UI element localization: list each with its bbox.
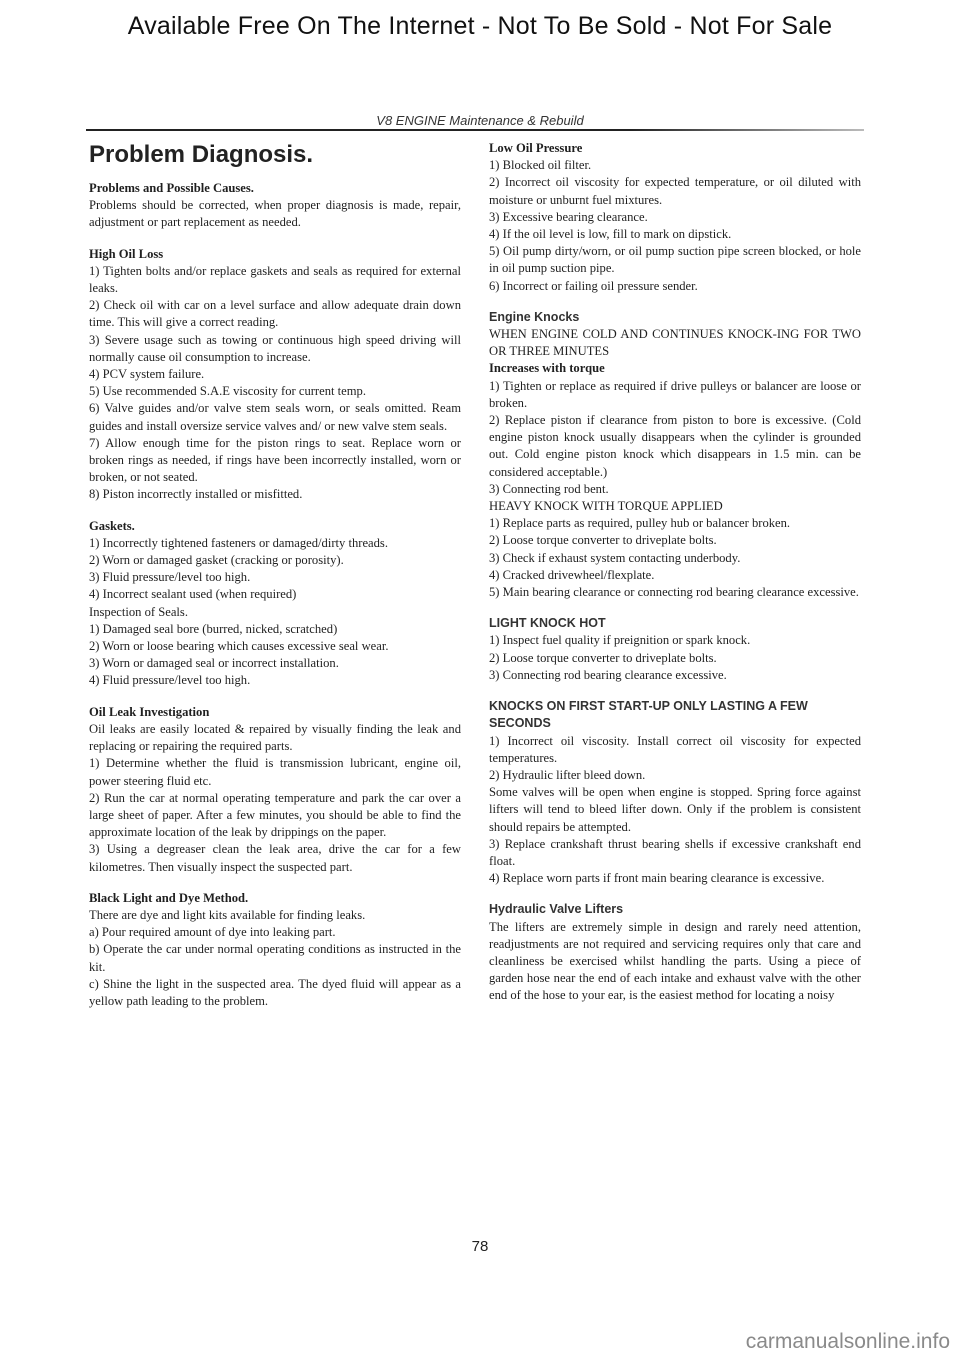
list-item: 3) Connecting rod bent. [489,481,609,496]
list-item: 4) PCV system failure. [89,367,205,382]
list-item: 6) Incorrect or failing oil pressure sender. [489,278,698,293]
list-item: Some valves will be open when engine is stopped. Spring force against lifters will tend to bleed lifter down. Only if the problem is consistent should repairs be attempted. [489,785,861,834]
list-item: 1) Blocked oil filter. [489,158,592,173]
running-head: V8 ENGINE Maintenance & Rebuild [376,113,584,128]
list-item: 6) Valve guides and/or valve stem seals worn, or seals omitted. Ream guides and install oversize service valves and/ or new valve stem seals. [89,401,461,433]
section-heading: Oil Leak Investigation [89,704,210,719]
section-heading: Black Light and Dye Method. [89,890,249,905]
right-column [489,140,861,1019]
list-item: 3) Replace crankshaft thrust bearing shells if excessive crankshaft end float. [489,836,861,868]
section-light-knock-hot [489,615,861,684]
section-knocks-first-startup [489,698,861,887]
list-item: 3) Excessive bearing clearance. [489,209,648,224]
list-item: 4) Replace worn parts if front main bearing clearance is excessive. [489,871,825,886]
list-item: 1) Determine whether the fluid is transmission lubricant, engine oil, power steering fluid etc. [89,756,461,788]
page-number: 78 [471,1238,489,1255]
list-item: 4) Incorrect sealant used (when required) [89,587,297,602]
left-column [89,140,461,1024]
list-item: 1) Damaged seal bore (burred, nicked, scratched) [89,621,338,636]
section-heading: KNOCKS ON FIRST START-UP ONLY LASTING A FEW SECONDS [489,699,808,731]
page-title: Problem Diagnosis. [89,141,314,168]
list-item: 7) Allow enough time for the piston rings to seat. Replace worn or broken rings as needed, if rings have been incorrectly installed, worn or broken, or not seated. [89,435,461,485]
header-rule [86,129,864,131]
list-item: 4) Cracked drivewheel/flexplate. [489,567,655,582]
list-item: b) Operate the car under normal operating conditions as instructed in the kit. [89,942,461,974]
list-item: 3) Severe usage such as towing or continuous high speed driving will normally cause oil consumption to increase. [89,332,461,364]
paragraph: The lifters are extremely simple in design and rarely need attention, readjustments are not required and servicing requires only that care and cleanliness be exercised whilst handling the parts. Using a piece of garden hose near the end of each intake and exhaust valve with the other end of the hose to your ear, is the easiest method for locating a noisy [489,919,861,1003]
list-item: 4) Fluid pressure/level too high. [89,673,251,688]
list-item: 2) Worn or loose bearing which causes excessive seal wear. [89,639,389,654]
list-item: 5) Use recommended S.A.E viscosity for current temp. [89,384,366,399]
list-item: WHEN ENGINE COLD AND CONTINUES KNOCK-ING FOR TWO OR THREE MINUTES [489,327,861,359]
section-problems-causes [89,180,461,232]
list-item: 1) Incorrectly tightened fasteners or damaged/dirty threads. [89,535,388,550]
section-heading: Low Oil Pressure [489,141,583,155]
list-item: Oil leaks are easily located & repaired by visually finding the leak and replacing or repairing the required parts. [89,721,461,754]
list-item: 3) Fluid pressure/level too high. [89,570,251,585]
list-item: 1) Incorrect oil viscosity. Install correct oil viscosity for expected temperatures. [489,733,861,765]
list-item: 2) Run the car at normal operating temperature and park the car over a large sheet of paper. After a few minutes, you should be able to find the approximate location of the leak by drippings on the paper. [89,790,461,840]
list-item: There are dye and light kits available for finding leaks. [89,907,366,922]
list-item: 5) Oil pump dirty/worn, or oil pump suction pipe screen blocked, or hole in oil pump suction pipe. [489,244,861,276]
list-item: 5) Main bearing clearance or connecting rod bearing clearance excessive. [489,585,859,600]
list-item: 2) Loose torque converter to driveplate bolts. [489,650,717,665]
subheading: Increases with torque [489,361,605,376]
list-item: 2) Worn or damaged gasket (cracking or porosity). [89,553,344,568]
section-low-oil-pressure [489,140,861,295]
list-item: 4) If the oil level is low, fill to mark on dipstick. [489,227,732,242]
list-item: 3) Using a degreaser clean the leak area, drive the car for a few kilometres. Then visually inspect the suspected part. [89,842,461,874]
list-item: 2) Loose torque converter to driveplate bolts. [489,533,717,548]
list-item: c) Shine the light in the suspected area. The dyed fluid will appear as a yellow path leading to the problem. [89,976,461,1008]
section-engine-knocks [489,309,861,601]
list-item: 3) Check if exhaust system contacting underbody. [489,550,741,565]
list-item: 1) Replace parts as required, pulley hub or balancer broken. [489,516,791,531]
list-item: 8) Piston incorrectly installed or misfitted. [89,487,303,502]
section-heading: Gaskets. [89,518,135,533]
section-heading: LIGHT KNOCK HOT [489,616,606,631]
section-heading: High Oil Loss [89,246,164,261]
section-oil-leak-investigation [89,704,461,876]
list-item: 2) Replace piston if clearance from piston to bore is excessive. (Cold engine piston knock usually disappears when the cylinder is grounded out. Cold engine piston knock which disappears in 1.5 min. can be considered acceptable.) [489,413,861,479]
list-item: 3) Connecting rod bearing clearance excessive. [489,667,727,682]
list-item: 1) Tighten or replace as required if drive pulleys or balancer are loose or broken. [489,378,861,410]
section-heading: Engine Knocks [489,309,580,324]
section-heading: Problems and Possible Causes. [89,181,254,195]
section-black-light-dye [89,890,461,1010]
list-item: 1) Tighten bolts and/or replace gaskets and seals as required for external leaks. [89,263,461,296]
section-high-oil-loss [89,246,461,504]
list-item: 1) Inspect fuel quality if preignition or spark knock. [489,633,751,648]
list-item: 3) Worn or damaged seal or incorrect installation. [89,656,339,671]
paragraph: Problems should be corrected, when proper diagnosis is made, repair, adjustment or part replacement as needed. [89,198,461,230]
section-gaskets [89,518,461,690]
list-item: 2) Incorrect oil viscosity for expected temperature, or oil diluted with moisture or unburnt fuel mixtures. [489,175,861,207]
section-heading: Hydraulic Valve Lifters [489,902,624,917]
list-item: 2) Hydraulic lifter bleed down. [489,767,646,782]
list-item: 2) Check oil with car on a level surface and allow adequate drain down time. This will give a correct reading. [89,298,461,330]
banner-notice: Available Free On The Internet - Not To Be Sold - Not For Sale [127,12,833,40]
list-item: Inspection of Seals. [89,604,188,619]
section-hydraulic-valve-lifters [489,901,861,1004]
list-item: a) Pour required amount of dye into leaking part. [89,925,336,940]
watermark: carmanualsonline.info [745,1330,950,1353]
list-item: HEAVY KNOCK WITH TORQUE APPLIED [489,499,723,514]
